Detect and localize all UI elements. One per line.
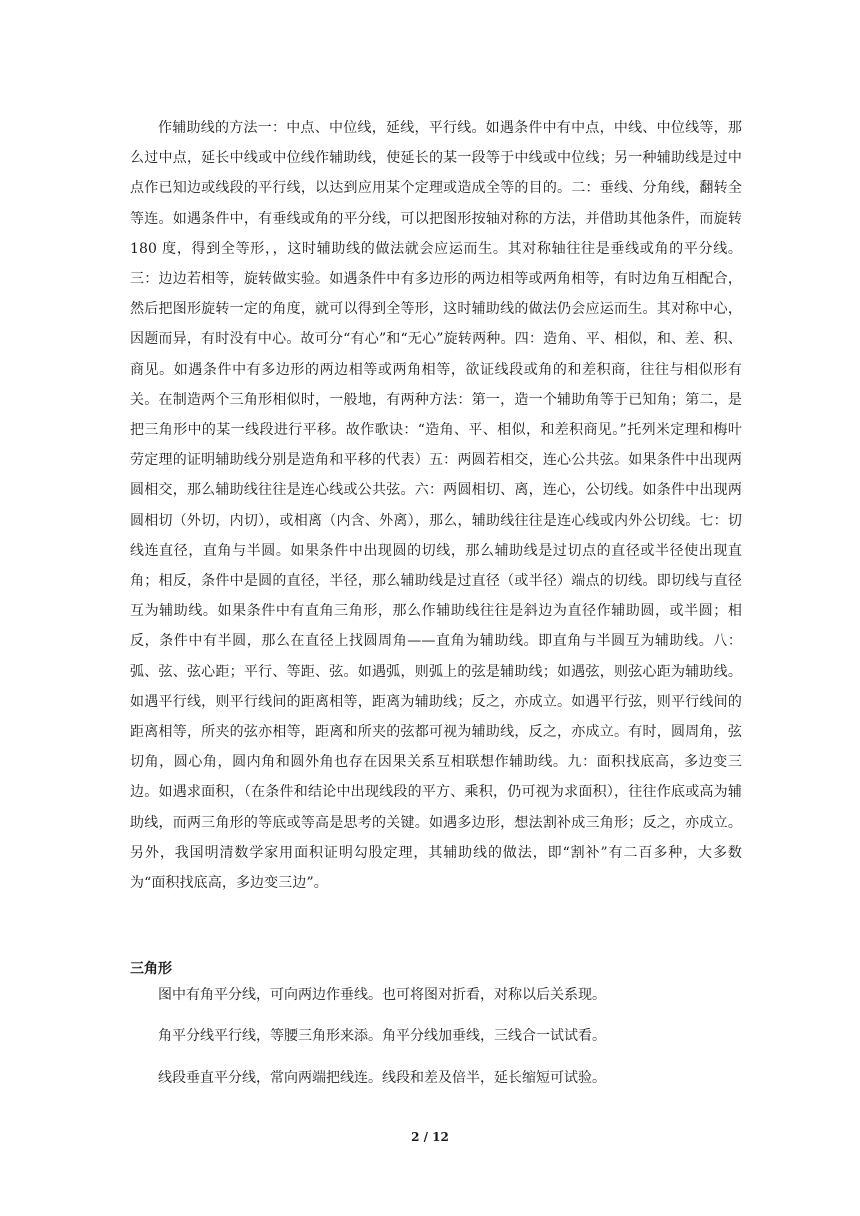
main-paragraph: 作辅助线的方法一：中点、中位线，延线，平行线。如遇条件中有中点，中线、中位线等，那么过中点，延长中线或中位线作辅助线，使延长的某一段等于中线或中位线；另一种辅助线是过中点作已知边或线段的平行线，以达到应用某个定理或造成全等的目的。二：垂线、分角线，翻转全等连。如遇条件中，有垂线或角的平分线，可以把图形按轴对称的方法，并借助其他条件，而旋转 180 度，得到全等形，，这时辅助线的做法就会应运而生。其对称轴往往是垂线或角的平分线。三：边边若相等，旋转做实验。如遇条件中有多边形的两边相等或两角相等，有时边角互相配合，然后把图形旋转一定的角度，就可以得到全等形，这时辅助线的做法仍会应运而生。其对称中心，因题而异，有时没有中心。故可分“有心”和“无心”旋转两种。四：造角、平、相似，和、差、积、商见。如遇条件中有多边形的两边相等或两角相等，欲证线段或角的和差积商，往往与相似形有关。在制造两个三角形相似时，一般地，有两种方法：第一，造一个辅助角等于已知角；第二，是把三角形中的某一线段进行平移。故作歌诀：“造角、平、相似，和差积商见。”托列米定理和梅叶劳定理的证明辅助线分别是造角和平移的代表）五：两圆若相交，连心公共弦。如果条件中出现两圆相交，那么辅助线往往是连心线或公共弦。六：两圆相切、离，连心，公切线。如条件中出现两圆相切（外切，内切），或相离（内含、外离），那么，辅助线往往是连心线或内外公切线。七：切线连直径，直角与半圆。如果条件中出现圆的切线，那么辅助线是过切点的直径或半径使出现直角；相反，条件中是圆的直径，半径，那么辅助线是过直径（或半径）端点的切线。即切线与直径互为辅助线。如果条件中有直角三角形，那么作辅助线往往是斜边为直径作辅助圆，或半圆；相反，条件中有半圆，那么在直径上找圆周角——直角为辅助线。即直角与半圆互为辅助线。八：弧、弦、弦心距；平行、等距、弦。如遇弧，则弧上的弦是辅助线；如遇弦，则弦心距为辅助线。如遇平行线，则平行线间的距离相等，距离为辅助线；反之，亦成立。如遇平行弦，则平行线间的距离相等，所夹的弦亦相等，距离和所夹的弦都可视为辅助线，反之，亦成立。有时，圆周角，弦切角，圆心角，圆内角和圆外角也存在因果关系互相联想作辅助线。九：面积找底高，多边变三边。如遇求面积，（在条件和结论中出现线段的平方、乘积，仍可视为求面积），往往作底或高为辅助线，而两三角形的等底或等高是思考的关键。如遇多边形，想法割补成三角形；反之，亦成立。另外，我国明清数学家用面积证明勾股定理，其辅助线的做法，即“割补”有二百多种，大多数为“面积找底高，多边变三边”。 — [130, 120, 742, 892]
tip-line: 线段垂直平分线，常向两端把线连。线段和差及倍半，延长缩短可试验。 — [158, 1070, 606, 1086]
tip-line: 图中有角平分线，可向两边作垂线。也可将图对折看，对称以后关系现。 — [158, 987, 606, 1003]
page-number: 2 / 12 — [411, 1130, 449, 1144]
section-heading-triangle: 三角形 — [130, 961, 172, 977]
tip-line: 角平分线平行线，等腰三角形来添。角平分线加垂线，三线合一试试看。 — [158, 1028, 606, 1044]
